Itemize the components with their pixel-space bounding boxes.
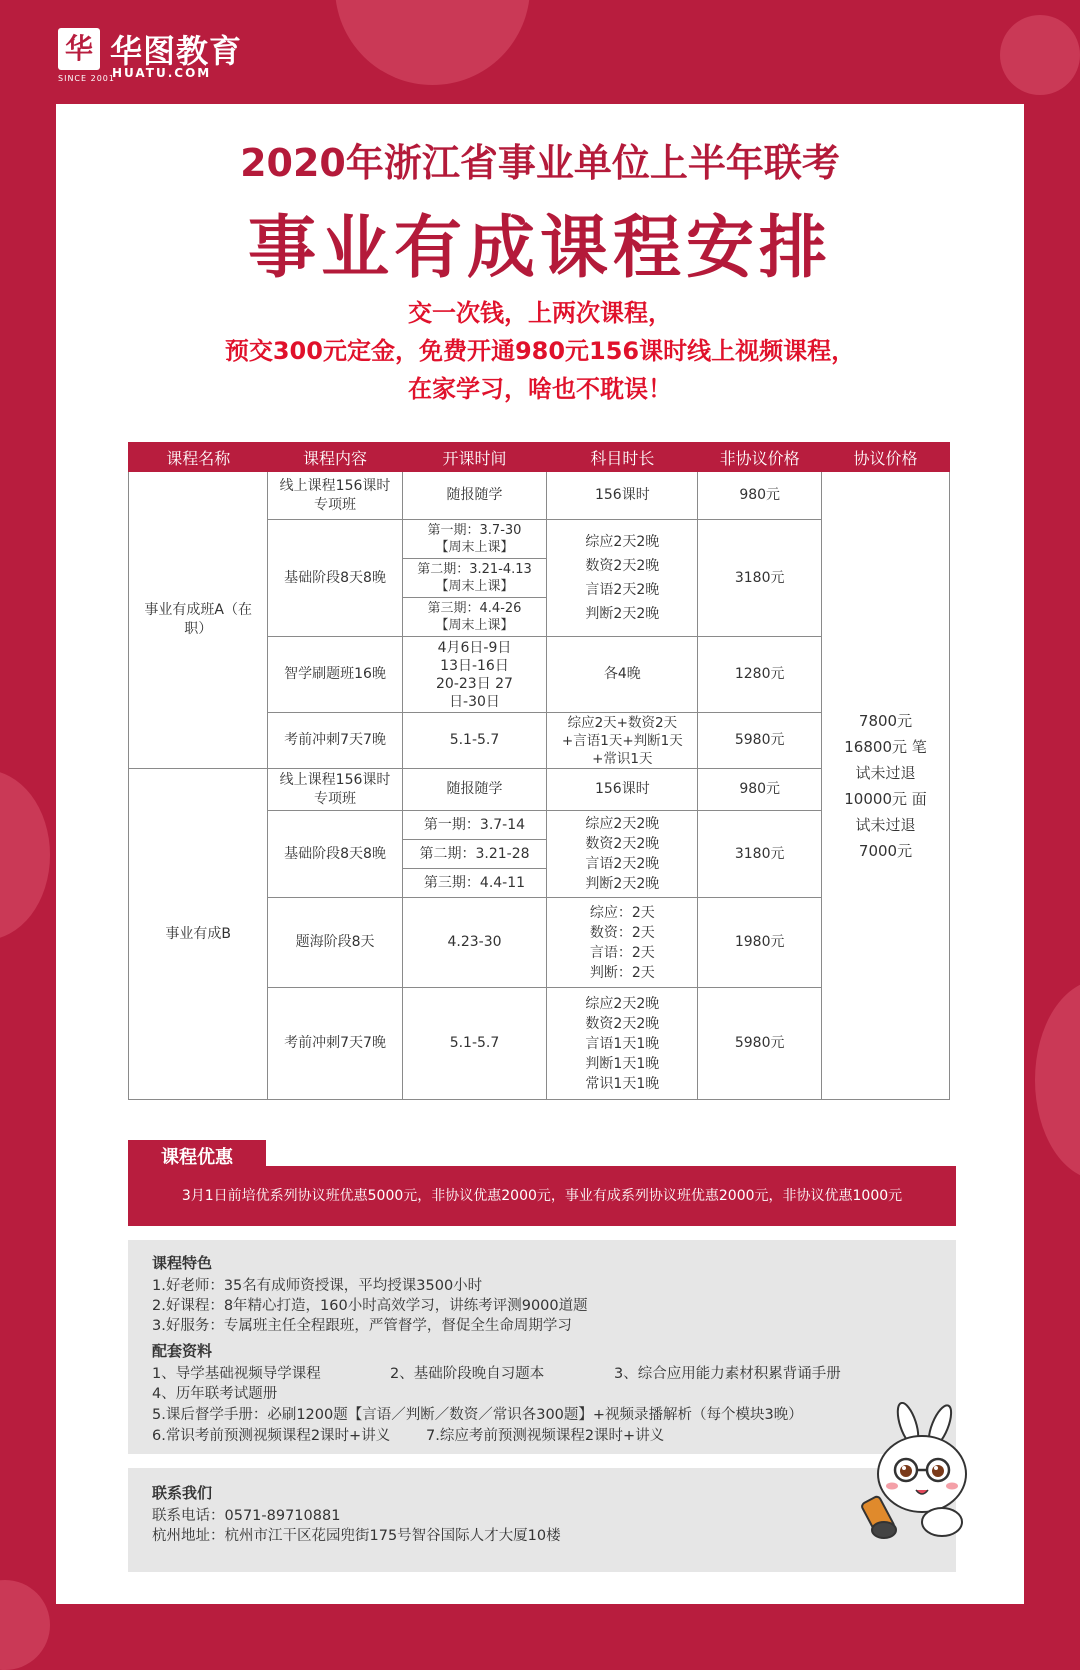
course-price: 980元 xyxy=(698,769,822,811)
class-a-name: 事业有成班A（在职） xyxy=(129,472,268,769)
course-period: 第一期：3.7-30【周末上课】 xyxy=(402,520,547,559)
course-time: 随报随学 xyxy=(402,472,547,520)
course-content: 考前冲刺7天7晚 xyxy=(268,988,402,1100)
course-period: 第二期：3.21-4.13【周末上课】 xyxy=(402,559,547,598)
page-subtitle: 事业有成课程安排 xyxy=(247,209,832,288)
discount-tab: 课程优惠 xyxy=(128,1140,266,1176)
course-time: 4月6日-9日 13日-16日 20-23日 27日-30日 xyxy=(402,637,547,713)
column-header: 开课时间 xyxy=(402,443,547,472)
material-item: 4、历年联考试题册 xyxy=(152,1386,278,1402)
course-price: 3180元 xyxy=(698,811,822,898)
rabbit-mascot-icon xyxy=(860,1402,970,1542)
course-duration: 各4晚 xyxy=(547,637,698,713)
column-header: 课程内容 xyxy=(268,443,402,472)
course-price: 1280元 xyxy=(698,637,822,713)
course-time: 5.1-5.7 xyxy=(402,988,547,1100)
course-period: 第二期：3.21-28 xyxy=(402,840,547,869)
column-header: 非协议价格 xyxy=(698,443,822,472)
feature-item: 3.好服务：专属班主任全程跟班，严管督学，督促全生命周期学习 xyxy=(152,1318,572,1334)
promo-text xyxy=(56,294,1024,408)
course-duration: 综应2天+数资2天+言语1天+判断1天+常识1天 xyxy=(547,713,698,769)
contact-box xyxy=(128,1468,956,1572)
features-box xyxy=(128,1240,956,1454)
promo-line: 在家学习，啥也不耽误！ xyxy=(408,375,672,403)
course-price: 5980元 xyxy=(698,713,822,769)
material-item: 2、基础阶段晚自习题本 xyxy=(390,1366,545,1382)
table-header-row xyxy=(129,443,950,472)
course-price: 5980元 xyxy=(698,988,822,1100)
material-item: 6.常识考前预测视频课程2课时+讲义 xyxy=(152,1428,391,1444)
material-item: 5.课后督学手册：必刷1200题【言语／判断／数资／常识各300题】+视频录播解析（每个模块3晚） xyxy=(152,1407,803,1423)
schedule-table xyxy=(128,442,950,1100)
discount-banner: 3月1日前培优系列协议班优惠5000元，非协议优惠2000元，事业有成系列协议班优惠2000元，非协议优惠1000元 xyxy=(128,1166,956,1226)
contact-phone[interactable]: 联系电话：0571-89710881 xyxy=(152,1508,341,1524)
course-content: 线上课程156课时专项班 xyxy=(268,769,402,811)
column-header: 课程名称 xyxy=(129,443,268,472)
material-item: 7.综应考前预测视频课程2课时+讲义 xyxy=(426,1428,665,1444)
course-duration: 综应2天2晚 数资2天2晚 言语2天2晚 判断2天2晚 xyxy=(547,520,698,637)
course-time: 随报随学 xyxy=(402,769,547,811)
course-period: 第三期：4.4-11 xyxy=(402,869,547,898)
course-content: 智学刷题班16晚 xyxy=(268,637,402,713)
decor-circle xyxy=(1000,15,1080,95)
course-price: 3180元 xyxy=(698,520,822,637)
course-content: 考前冲刺7天7晚 xyxy=(268,713,402,769)
course-content: 基础阶段8天8晚 xyxy=(268,520,402,637)
contact-heading: 联系我们 xyxy=(152,1484,213,1502)
class-b-name: 事业有成B xyxy=(129,769,268,1100)
protocol-price: 7800元 16800元 笔试未过退10000元 面试未过退7000元 xyxy=(822,472,950,1100)
course-duration: 156课时 xyxy=(547,769,698,811)
course-time: 5.1-5.7 xyxy=(402,713,547,769)
course-time: 4.23-30 xyxy=(402,898,547,988)
logo-mark-icon: 华 xyxy=(58,28,100,70)
course-duration: 综应2天2晚 数资2天2晚 言语2天2晚 判断2天2晚 xyxy=(547,811,698,898)
course-duration: 综应2天2晚 数资2天2晚 言语1天1晚 判断1天1晚 常识1天1晚 xyxy=(547,988,698,1100)
course-content: 题海阶段8天 xyxy=(268,898,402,988)
logo-name: 华图教育 xyxy=(110,32,243,70)
features-heading: 课程特色 xyxy=(152,1254,213,1272)
decor-circle xyxy=(0,1580,50,1670)
table-row xyxy=(129,472,950,520)
poster-card xyxy=(56,104,1024,1604)
column-header: 科目时长 xyxy=(547,443,698,472)
column-header: 协议价格 xyxy=(822,443,950,472)
page-title: 2020年浙江省事业单位上半年联考 xyxy=(240,141,840,185)
course-period: 第一期：3.7-14 xyxy=(402,811,547,840)
promo-line: 交一次钱，上两次课程， xyxy=(408,299,672,327)
logo-since: SINCE 2001 xyxy=(58,74,115,83)
course-content: 基础阶段8天8晚 xyxy=(268,811,402,898)
material-item: 1、导学基础视频导学课程 xyxy=(152,1366,321,1382)
course-duration: 156课时 xyxy=(547,472,698,520)
material-item: 3、综合应用能力素材积累背诵手册 xyxy=(614,1366,841,1382)
feature-item: 1.好老师：35名有成师资授课，平均授课3500小时 xyxy=(152,1278,483,1294)
course-duration: 综应：2天 数资：2天 言语：2天 判断：2天 xyxy=(547,898,698,988)
course-price: 1980元 xyxy=(698,898,822,988)
contact-address: 杭州地址：杭州市江干区花园兜街175号智谷国际人才大厦10楼 xyxy=(152,1528,561,1544)
logo-url: HUATU.COM xyxy=(112,66,212,80)
promo-line: 预交300元定金，免费开通980元156课时线上视频课程， xyxy=(224,337,856,365)
brand-logo[interactable] xyxy=(58,26,318,86)
decor-circle xyxy=(1035,980,1080,1180)
decor-circle xyxy=(0,770,50,940)
course-content: 线上课程156课时专项班 xyxy=(268,472,402,520)
materials-heading: 配套资料 xyxy=(152,1342,213,1360)
decor-circle xyxy=(335,0,530,85)
course-price: 980元 xyxy=(698,472,822,520)
course-period: 第三期：4.4-26【周末上课】 xyxy=(402,598,547,637)
feature-item: 2.好课程：8年精心打造，160小时高效学习，讲练考评测9000道题 xyxy=(152,1298,588,1314)
